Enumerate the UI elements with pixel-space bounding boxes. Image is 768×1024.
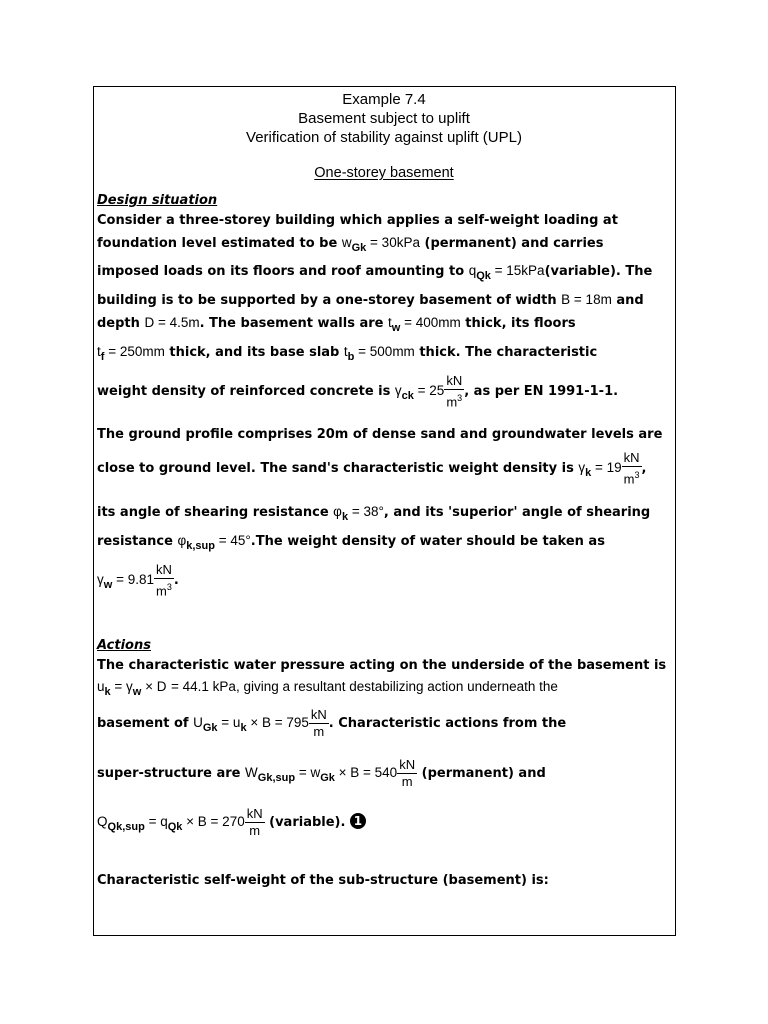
text-line: weight density of reinforced concrete is $\gamma_{ck} = 25$ $\frac{kN}{m^3}$ , as per EN 1991-1-1.	[97, 373, 619, 410]
text-line: close to ground level. The sand's characteristic weight density is $\gamma_k = 19$ $\frac{kN}{m^3}$ ,	[97, 450, 647, 487]
unit-fraction: $\frac{kN}{m}$	[399, 757, 416, 789]
example-number: Example 7.4	[342, 91, 426, 108]
text-line: The ground profile comprises 20m of dense sand and groundwater levels are	[97, 427, 663, 442]
text-line: The characteristic water pressure acting on the underside of the basement is	[97, 658, 667, 673]
example-subtitle: Verification of stability against uplift (UPL)	[246, 129, 522, 146]
text-line: depth D = 4.5m. The basement walls are $t_w = 400mm$ thick, its floors	[97, 315, 576, 334]
text-line: Consider a three-storey building which applies a self-weight loading at	[97, 213, 618, 228]
text-line: basement of $U_{Gk} = u_k \times B = 795$ $\frac{kN}{m}$ . Characteristic actions from the	[97, 707, 567, 739]
text-line: its angle of shearing resistance $\varphi_k = 38^\circ$, and its 'superior' angle of shearing	[97, 504, 651, 523]
actions-heading: Actions	[97, 638, 151, 653]
unit-fraction: $\frac{kN}{m^3}$	[156, 562, 172, 599]
section-title: One-storey basement	[314, 165, 454, 181]
design-situation-heading: Design situation	[97, 193, 218, 208]
text-line: $\gamma_w = 9.81$ $\frac{kN}{m^3}$ .	[97, 562, 179, 599]
text-line: imposed loads on its floors and roof amounting to $q_{Qk}$ = 15kPa(variable). The	[97, 263, 653, 282]
unit-fraction: $\frac{kN}{m}$	[246, 806, 263, 838]
unit-fraction: $\frac{kN}{m}$	[310, 707, 327, 739]
text-line: building is to be supported by a one-storey basement of width B = 18m and	[97, 292, 644, 308]
unit-fraction: $\frac{kN}{m^3}$	[446, 373, 463, 410]
unit-fraction: $\frac{kN}{m^3}$	[623, 450, 640, 487]
text-line: foundation level estimated to be $w_{Gk} = 30kPa$ (permanent) and carries	[97, 235, 604, 254]
text-line: Characteristic self-weight of the sub-structure (basement) is:	[97, 873, 549, 888]
note-marker-icon: 1	[350, 813, 366, 829]
text-line: $Q_{Qk,sup} = q_{Qk} \times B = 270$ $\frac{kN}{m}$ (variable). 1	[97, 806, 366, 839]
text-line: super-structure are $W_{Gk,sup} = w_{Gk} \times B = 540$ $\frac{kN}{m}$ (permanent) and	[97, 757, 546, 789]
text-line: $u_k = \gamma_w \times D = 44.1$ kPa, giving a resultant destabilizing action underneath the	[97, 679, 558, 698]
text-line: resistance $\varphi_{k,sup} = 45^\circ.The$ weight density of water should be taken as	[97, 533, 605, 552]
text-line: $t_f = 250mm$ thick, and its base slab $t_b = 500mm$ thick. The characteristic	[97, 344, 598, 363]
example-title: Basement subject to uplift	[298, 110, 470, 127]
